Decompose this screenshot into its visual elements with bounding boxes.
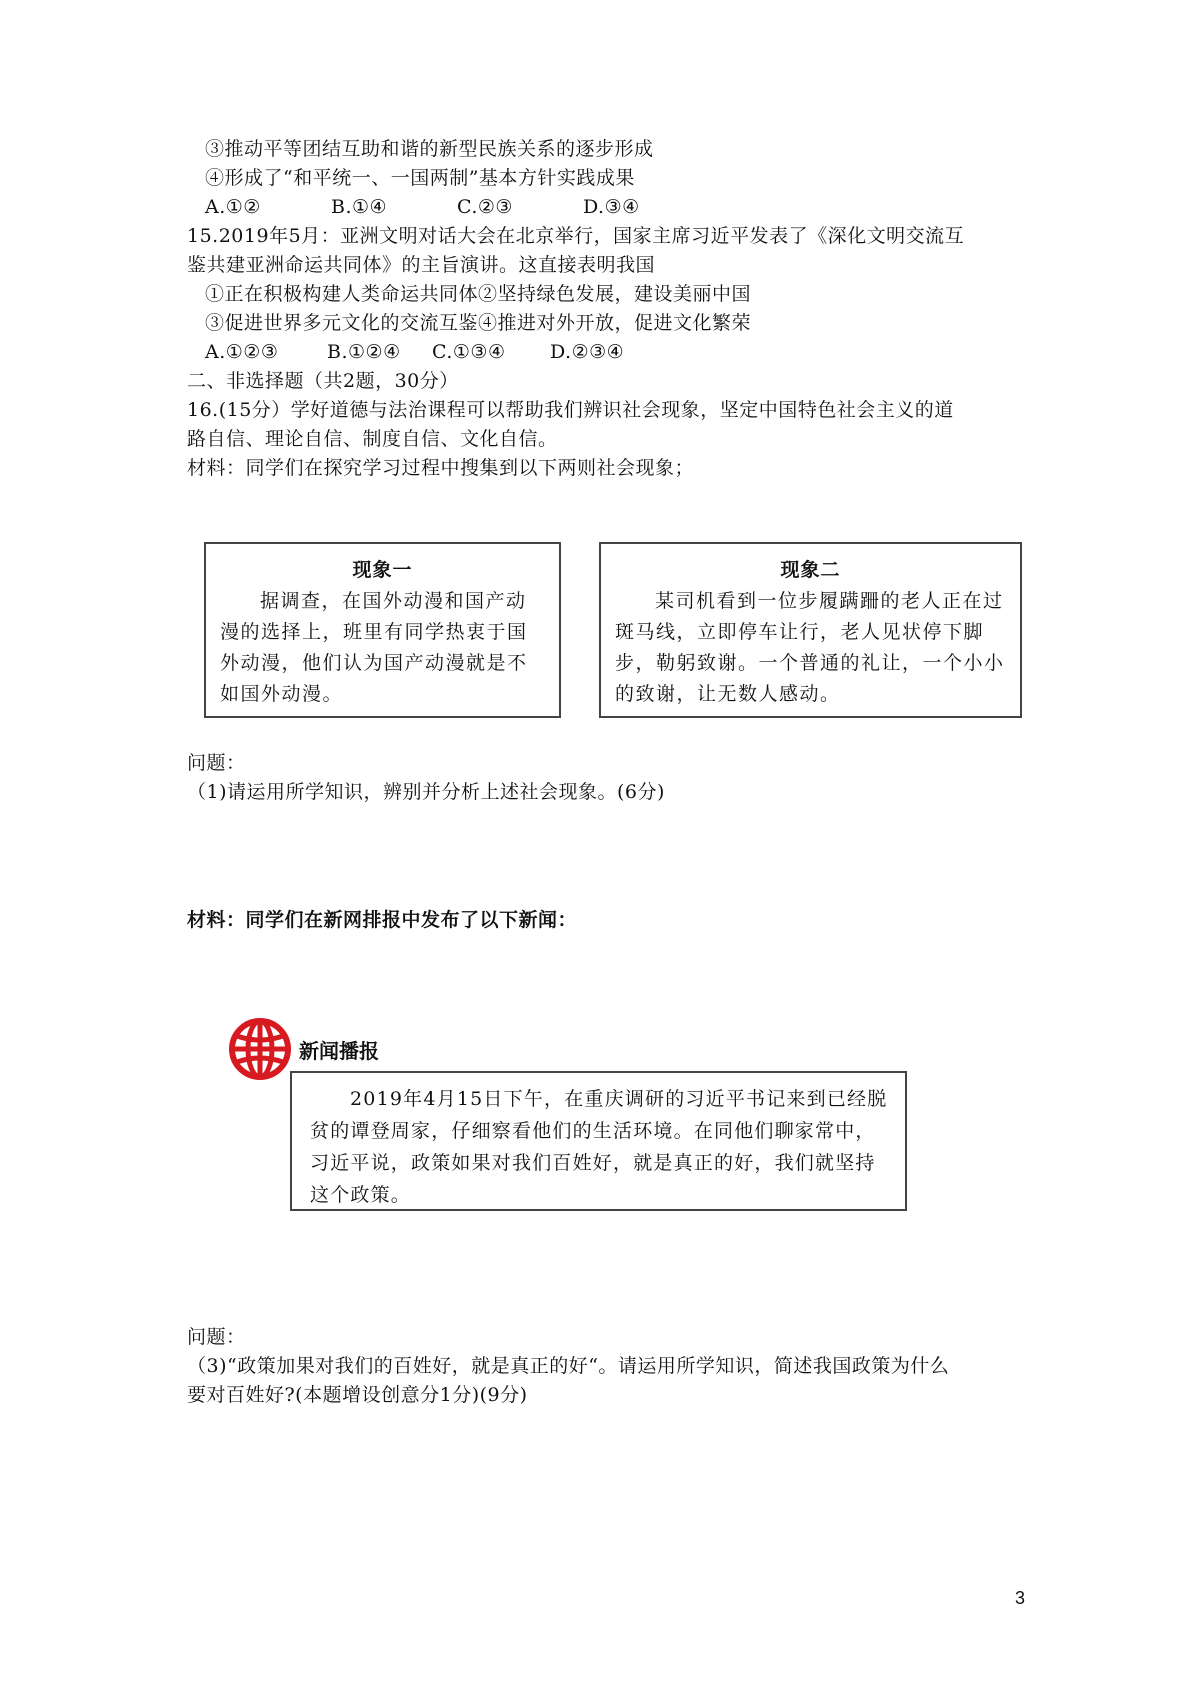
question-3-line-2: 要对百姓好?(本题增设创意分1分)(9分) [187, 1384, 528, 1406]
q15-option-c: C.①③④ [432, 341, 506, 363]
news-box [290, 1071, 907, 1211]
q14-option-d: D.③④ [583, 196, 640, 218]
q15-items-line-1: ①正在积极构建人类命运共同体②坚持绿色发展，建设美丽中国 [205, 283, 752, 305]
question-label-2: 问题： [187, 1326, 246, 1348]
q15-stem-line-2: 鉴共建亚洲命运共同体》的主旨演讲。这直接表明我国 [187, 254, 656, 276]
globe-icon [229, 1018, 291, 1080]
phenomenon-2-title: 现象二 [780, 559, 841, 581]
news-text: 2019年4月15日下午，在重庆调研的习近平书记来到已经脱贫的谭登周家，仔细察看他们的生活环境。在同他们聊家常中，习近平说，政策如果对我们百姓好，就是真正的好，我们就坚持这个政策。 [310, 1088, 888, 1206]
phenomenon-1-title: 现象一 [352, 559, 413, 581]
question-3-line-1: （3)“政策加果对我们的百姓好，就是真正的好“。请运用所学知识，简述我国政策为什么 [187, 1355, 950, 1377]
q15-option-b: B.①②④ [327, 341, 401, 363]
q16-stem-line-1: 16.(15分）学好道德与法治课程可以帮助我们辨识社会现象，坚定中国特色社会主义的道 [187, 399, 954, 421]
phenomenon-1-box [204, 542, 561, 718]
phenomenon-1-text: 据调查，在国外动漫和国产动漫的选择上，班里有同学热衷于国外动漫，他们认为国产动漫就是不如国外动漫。 [220, 590, 528, 705]
q16-stem-line-2: 路自信、理论自信、制度自信、文化自信。 [187, 428, 558, 450]
page-number: 3 [1014, 1588, 1025, 1608]
material-2-intro: 材料：同学们在新网排报中发布了以下新闻： [187, 909, 578, 931]
q14-item-3: ③推动平等团结互助和谐的新型民族关系的逐步形成 [205, 138, 654, 160]
question-label: 问题： [187, 752, 246, 774]
section-2-title: 二、非选择题（共2题，30分） [187, 370, 459, 392]
q15-option-a: A.①②③ [205, 341, 279, 363]
q14-option-c: C.②③ [457, 196, 513, 218]
question-1: （1)请运用所学知识，辨别并分析上述社会现象。(6分) [187, 781, 665, 803]
q14-option-a: A.①② [205, 196, 261, 218]
phenomenon-2-text: 某司机看到一位步履蹒跚的老人正在过斑马线，立即停车让行，老人见状停下脚步，勒躬致谢。一个普通的礼让，一个小小的致谢，让无数人感动。 [615, 590, 1005, 705]
q15-items-line-2: ③促进世界多元文化的交流互鉴④推进对外开放，促进文化繁荣 [205, 312, 752, 334]
q14-item-4: ④形成了“和平统一、一国两制”基本方针实践成果 [205, 167, 635, 189]
q14-options [205, 194, 640, 220]
news-title: 新闻播报 [299, 1039, 379, 1063]
phenomenon-2-box [599, 542, 1022, 718]
q15-option-d: D.②③④ [550, 341, 625, 363]
q15-stem-line-1: 15.2019年5月：亚洲文明对话大会在北京举行，国家主席习近平发表了《深化文明交流互 [187, 225, 965, 247]
q16-material-intro: 材料：同学们在探究学习过程中搜集到以下两则社会现象； [187, 457, 695, 479]
q15-options [205, 339, 624, 365]
q14-option-b: B.①④ [331, 196, 388, 218]
